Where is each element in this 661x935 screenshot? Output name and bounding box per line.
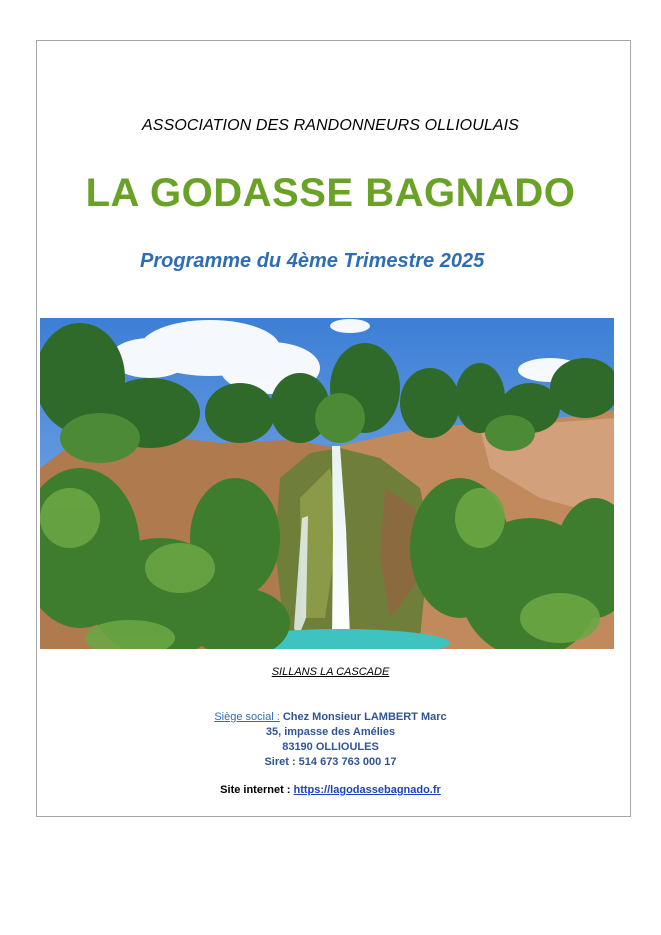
waterfall-photo bbox=[40, 318, 614, 649]
website-line bbox=[0, 784, 661, 796]
photo-caption: SILLANS LA CASCADE bbox=[271, 666, 390, 678]
city-address: 83190 OLLIOULES bbox=[282, 741, 379, 753]
headquarters-label: Siège social : bbox=[214, 711, 280, 723]
siret-number: Siret : 514 673 763 000 17 bbox=[264, 756, 397, 768]
headquarters-line bbox=[0, 710, 661, 725]
website-label: Site internet : bbox=[220, 784, 294, 796]
street-address: 35, impasse des Amélies bbox=[265, 726, 396, 738]
headquarters-value: Chez Monsieur LAMBERT Marc bbox=[279, 711, 447, 723]
page-title: LA GODASSE BAGNADO bbox=[85, 171, 576, 215]
website-link[interactable]: https://lagodassebagnado.fr bbox=[293, 784, 441, 796]
program-subtitle: Programme du 4ème Trimestre 2025 bbox=[140, 250, 485, 272]
association-name: ASSOCIATION DES RANDONNEURS OLLIOULAIS bbox=[142, 117, 519, 134]
contact-block bbox=[0, 710, 661, 770]
